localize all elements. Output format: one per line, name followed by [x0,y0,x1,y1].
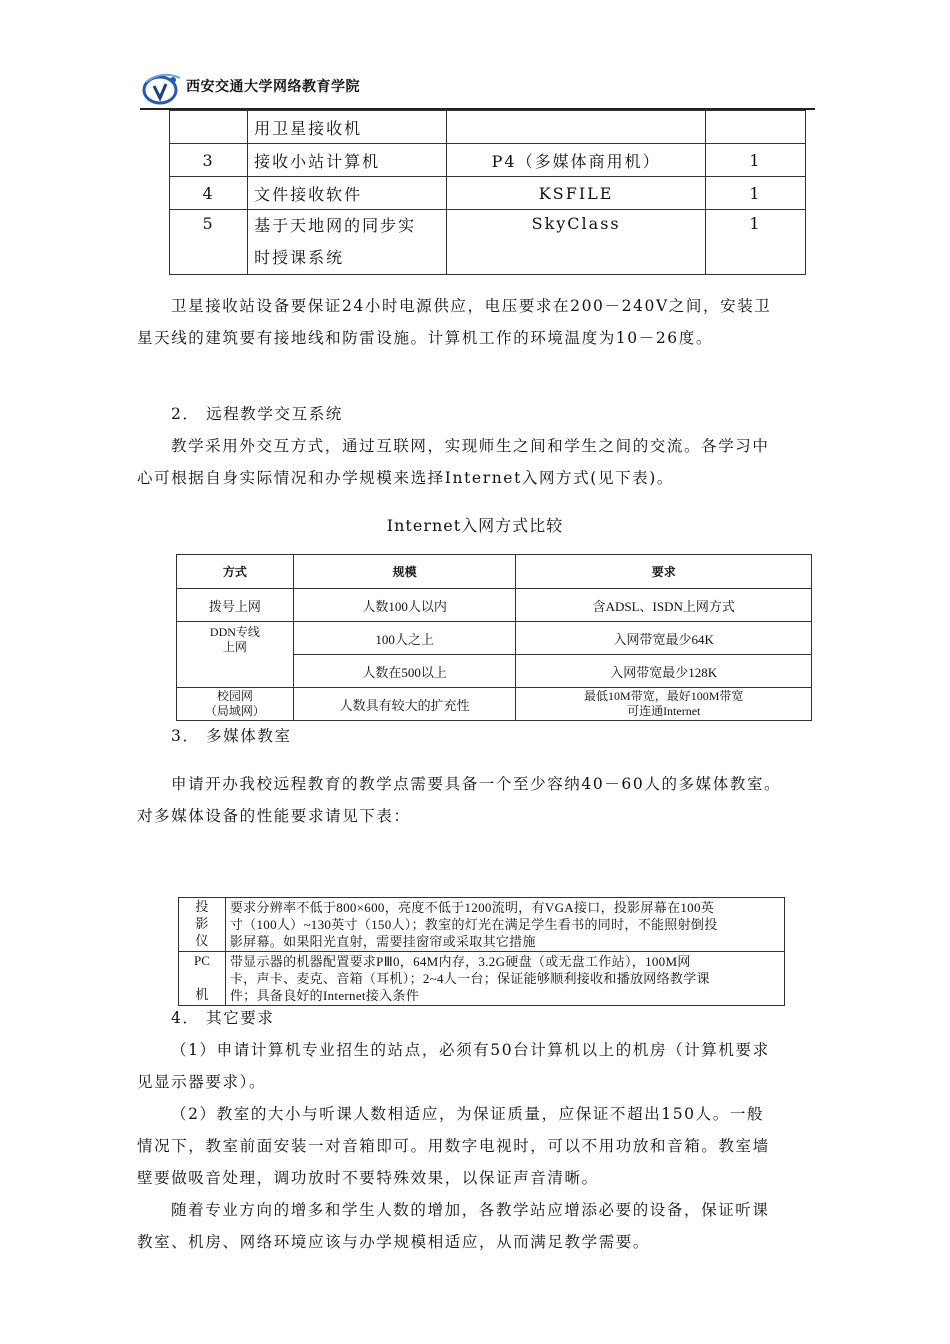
paragraph-line: 见显示器要求）。 [137,1073,267,1091]
equipment-spec [447,111,705,144]
equipment-qty: 1 [705,144,805,177]
table-header-row [177,555,812,589]
equipment-name-line: 时授课系统 [254,248,345,267]
access-requirement: 含ADSL、ISDN上网方式 [516,589,812,622]
column-header: 要求 [516,555,812,589]
table-row [177,688,812,721]
section-heading: 2． 远程教学交互系统 [171,405,343,423]
equipment-description [225,898,784,952]
table-caption: Internet入网方式比较 [386,516,564,535]
column-header: 规模 [293,555,516,589]
table-row [177,589,812,622]
equipment-spec: SkyClass [447,210,705,275]
equipment-label-char: 投 [195,899,209,914]
equipment-label-char: 影 [195,916,209,931]
equipment-label-char: 机 [195,987,209,1002]
equipment-label [179,952,226,1006]
access-mode [177,688,294,721]
table-row [170,210,806,275]
access-mode-line: 上网 [222,640,247,654]
university-logo-icon [140,68,184,106]
access-scale: 人数100人以内 [293,589,516,622]
table-row [170,177,806,210]
table-row [170,144,806,177]
access-requirement [516,688,812,721]
internet-access-table [176,554,812,721]
page-header [140,62,815,110]
description-line: 件；具备良好的Internet接入条件 [229,988,419,1003]
row-number [170,111,248,144]
access-scale: 人数在500以上 [293,655,516,688]
equipment-name: 接收小站计算机 [248,144,447,177]
section-3 [137,768,827,832]
equipment-label-char [179,969,225,986]
access-requirement: 入网带宽最少64K [516,622,812,655]
table-row [179,952,785,1006]
access-mode-line: 校园网 [216,689,253,703]
access-requirement: 入网带宽最少128K [516,655,812,688]
paragraph-line: 随着专业方向的增多和学生人数的增加，各教学站应增添必要的设备，保证听课 [171,1201,770,1219]
description-line: 影屏幕。如果阳光直射，需要挂窗帘或采取其它措施 [229,934,536,949]
access-mode-line: （局域网） [204,704,265,718]
description-line: 寸（100人）~130英寸（150人）；教室的灯光在满足学生看书的同时，不能照射倒投 [229,917,718,932]
equipment-name-line: 基于天地网的同步实 [254,216,417,235]
paragraph-line: 申请开办我校远程教育的教学点需要具备一个至少容纳40－60人的多媒体教室。 [171,775,782,793]
description-line: 卡，声卡、麦克、音箱（耳机）；2~4人一台；保证能够顺利接收和播放网络教学课 [229,971,710,986]
description-line: 要求分辨率不低于800×600，亮度不低于1200流明，有VGA接口，投影屏幕在100英 [229,900,715,915]
equipment-name [248,210,447,275]
row-number: 3 [170,144,248,177]
column-header: 方式 [177,555,294,589]
access-scale: 100人之上 [293,622,516,655]
equipment-qty: 1 [705,210,805,275]
section-4 [137,1002,817,1258]
equipment-label-char: PC [193,953,210,968]
header-title: 西安交通大学网络教育学院 [186,79,360,95]
multimedia-equipment-table [178,897,785,1006]
section-3-heading-block [137,720,817,752]
access-requirement-line: 可连通Internet [627,704,701,718]
table-row [177,622,812,655]
access-mode [177,622,294,688]
paragraph-line: 壁要做吸音处理，调功放时不要特殊效果，以保证声音清晰。 [137,1169,599,1187]
paragraph-line: 对多媒体设备的性能要求请见下表： [137,807,411,825]
equipment-table [169,110,806,275]
paragraph-line: （1）申请计算机专业招生的站点，必须有50台计算机以上的机房（计算机要求 [171,1041,770,1059]
access-scale: 人数具有较大的扩充性 [293,688,516,721]
equipment-name: 文件接收软件 [248,177,447,210]
paragraph-line: 心可根据自身实际情况和办学规模来选择Internet入网方式(见下表)。 [137,469,674,487]
equipment-qty: 1 [705,177,805,210]
equipment-name: 用卫星接收机 [248,111,447,144]
equipment-description [225,952,784,1006]
section-2 [137,398,817,494]
row-number: 5 [170,210,248,275]
access-mode-line: DDN专线 [209,625,260,639]
equipment-label-char: 仪 [195,933,209,948]
equipment-spec: P4（多媒体商用机） [447,144,705,177]
power-requirements-paragraph [137,290,817,354]
access-requirement-line: 最低10M带宽，最好100M带宽 [584,689,744,703]
paragraph-line: 教学采用外交互方式，通过互联网，实现师生之间和学生之间的交流。各学习中 [171,437,770,455]
equipment-spec: KSFILE [447,177,705,210]
equipment-label [179,898,226,952]
paragraph-line: 情况下，教室前面安装一对音箱即可。用数字电视时，可以不用功放和音箱。教室墙 [137,1137,770,1155]
paragraph-line: 卫星接收站设备要保证24小时电源供应，电压要求在200－240V之间，安装卫 [171,297,772,315]
access-mode: 拨号上网 [177,589,294,622]
paragraph-line: 教室、机房、网络环境应该与办学规模相适应，从而满足教学需要。 [137,1233,651,1251]
section-heading: 3． 多媒体教室 [171,727,292,745]
paragraph-line: （2）教室的大小与听课人数相适应，为保证质量，应保证不超出150人。一般 [171,1105,765,1123]
section-heading: 4． 其它要求 [171,1009,275,1027]
equipment-qty [705,111,805,144]
table-row [179,898,785,952]
row-number: 4 [170,177,248,210]
table-row [170,111,806,144]
description-line: 带显示器的机器配置要求PⅢ0，64M内存，3.2G硬盘（或无盘工作站），100M网 [229,954,691,969]
paragraph-line: 星天线的建筑要有接地线和防雷设施。计算机工作的环境温度为10－26度。 [137,329,713,347]
